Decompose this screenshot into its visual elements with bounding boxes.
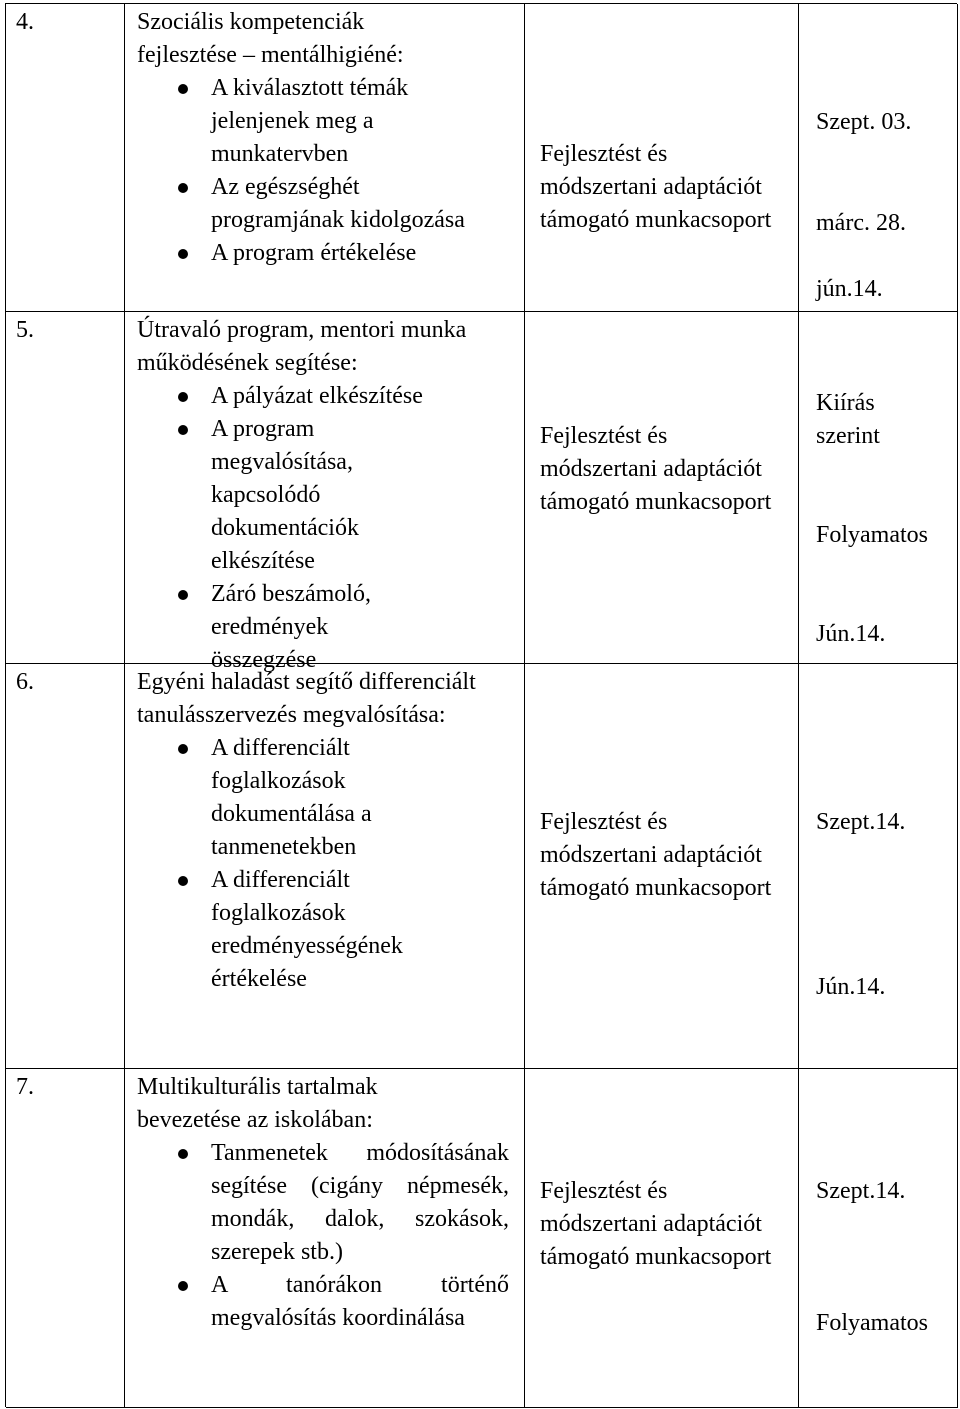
responsible-text: Fejlesztést és módszertani adaptációt támogató munkacsoport — [540, 423, 772, 515]
task-list — [137, 72, 467, 270]
task-item: A tanórákon történő megvalósítás koordinálása — [137, 1269, 509, 1335]
deadline-cell — [799, 312, 958, 664]
task-item: A kiválasztott témák jelenjenek meg a munkatervben — [137, 72, 467, 171]
row-number-cell — [6, 1069, 125, 1408]
task-cell — [125, 312, 525, 673]
task-title: Útravaló program, mentori munka működésének segítése: — [137, 317, 467, 376]
row-number-cell — [6, 664, 125, 1069]
task-content — [137, 314, 509, 677]
row-number-cell — [6, 4, 125, 312]
task-cell — [125, 1069, 525, 1408]
task-list — [137, 380, 437, 677]
row-number: 5. — [16, 317, 34, 343]
task-cell — [125, 664, 525, 1069]
responsible-cell — [525, 312, 799, 664]
deadline: Folyamatos — [816, 1310, 928, 1336]
task-item: Záró beszámoló, eredmények összegzése — [137, 578, 421, 677]
deadline: Szept.14. — [816, 1178, 906, 1204]
responsible-cell — [525, 4, 799, 312]
deadline-cell — [799, 664, 958, 1069]
task-item: Tanmenetek módosításának segítése (cigány népmesék, mondák, dalok, szokások, szerepek stb.) — [137, 1137, 509, 1269]
deadline: jún.14. — [816, 276, 883, 302]
deadline-cell — [799, 1069, 958, 1408]
responsible-text: Fejlesztést és módszertani adaptációt támogató munkacsoport — [540, 141, 772, 233]
row-number: 7. — [16, 1074, 34, 1100]
deadline: Kiírás szerint — [816, 390, 880, 449]
task-title: Szociális kompetenciák fejlesztése – mentálhigiéné: — [137, 9, 404, 68]
responsible-cell — [525, 1069, 799, 1408]
task-item: A program értékelése — [137, 237, 467, 270]
task-title: Egyéni haladást segítő differenciált tanulásszervezés megvalósítása: — [137, 669, 476, 728]
row-number-cell — [6, 312, 125, 664]
task-item: A differenciált foglalkozások dokumentálása a tanmenetekben — [137, 732, 411, 864]
responsible-text: Fejlesztést és módszertani adaptációt támogató munkacsoport — [540, 1178, 772, 1270]
deadline: márc. 28. — [816, 210, 906, 236]
task-item: Az egészséghét programjának kidolgozása — [137, 171, 467, 237]
task-content — [137, 1071, 509, 1335]
responsible-cell — [525, 664, 799, 1069]
task-cell — [125, 4, 525, 312]
task-item: A pályázat elkészítése — [137, 380, 437, 413]
deadline: Szept. 03. — [816, 109, 912, 135]
task-table — [5, 3, 957, 1407]
row-number: 4. — [16, 9, 34, 35]
deadline: Jún.14. — [816, 621, 886, 647]
deadline: Folyamatos — [816, 522, 928, 548]
task-list — [137, 732, 482, 996]
deadline-cell — [799, 4, 958, 312]
task-item: A differenciált foglalkozások eredményességének értékelése — [137, 864, 451, 996]
deadline: Szept.14. — [816, 809, 906, 835]
task-title: Multikulturális tartalmak bevezetése az iskolában: — [137, 1074, 378, 1133]
task-list — [137, 1137, 509, 1335]
responsible-text: Fejlesztést és módszertani adaptációt támogató munkacsoport — [540, 809, 772, 901]
deadline: Jún.14. — [816, 974, 886, 1000]
row-number: 6. — [16, 669, 34, 695]
task-content — [137, 6, 467, 270]
task-item: A program megvalósítása, kapcsolódó dokumentációk elkészítése — [137, 413, 351, 578]
task-content — [137, 666, 482, 996]
